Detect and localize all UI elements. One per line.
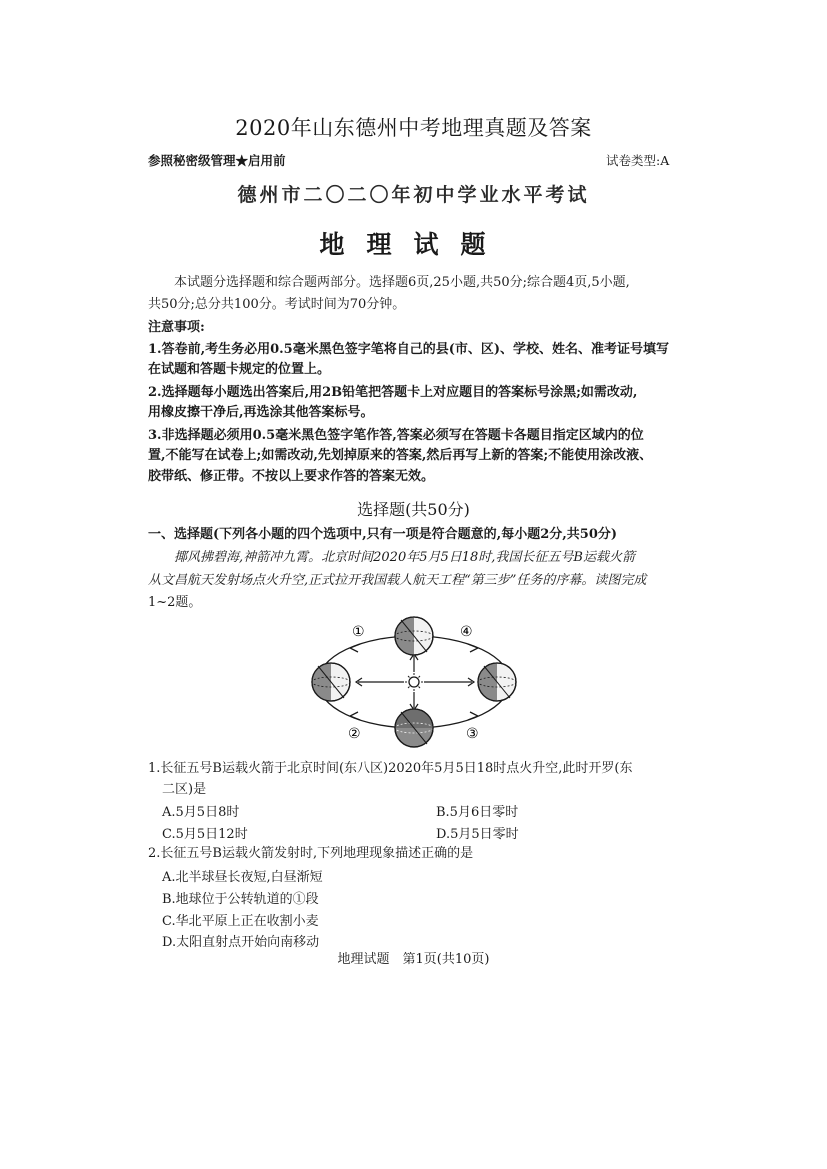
q1-option-c[interactable]: C.5月5日12时 (162, 827, 248, 842)
q2-option-a[interactable]: A.北半球昼长夜短,白昼渐短 (162, 870, 323, 885)
earth-globe-icon (395, 617, 433, 655)
notice-line-7: 胶带纸、修正带。不按以上要求作答的答案无效。 (148, 469, 435, 484)
q2-option-b[interactable]: B.地球位于公转轨道的①段 (162, 892, 319, 907)
notice-line-3: 2.选择题每小题选出答案后,用2B铅笔把答题卡上对应题目的答案标号涂黑;如需改动, (148, 385, 638, 400)
q1-option-b[interactable]: B.5月6日零时 (436, 805, 519, 820)
earth-globe-icon (312, 663, 350, 701)
q2-option-c[interactable]: C.华北平原上正在收割小麦 (162, 914, 319, 929)
intro-line-1: 本试题分选择题和综合题两部分。选择题6页,25小题,共50分;综合题4页,5小题, (174, 275, 630, 290)
sun-icon (405, 673, 423, 691)
notice-line-1: 1.答卷前,考生务必用0.5毫米黑色签字笔将自己的县(市、区)、学校、姓名、准考证号填写 (148, 342, 670, 357)
document-title: 2020年山东德州中考地理真题及答案 (235, 116, 592, 140)
label-segment-2: ② (348, 726, 361, 742)
q2-stem: 2.长征五号B运载火箭发射时,下列地理现象描述正确的是 (148, 846, 474, 861)
q2-option-d[interactable]: D.太阳直射点开始向南移动 (162, 935, 320, 950)
notice-line-4: 用橡皮擦干净后,再选涂其他答案标号。 (148, 405, 374, 420)
label-segment-4: ④ (460, 624, 473, 640)
passage-line-3: 1~2题。 (148, 595, 202, 610)
passage-line-2: 从文昌航天发射场点火升空,正式拉开我国载人航天工程“第三步”任务的序幕。读图完成 (148, 573, 647, 588)
q1-option-a[interactable]: A.5月5日8时 (162, 805, 240, 820)
intro-line-2: 共50分;总分共100分。考试时间为70分钟。 (148, 297, 406, 312)
section-title: 选择题(共50分) (357, 500, 470, 519)
notice-line-5: 3.非选择题必须用0.5毫米黑色签字笔作答,答案必须写在答题卡各题目指定区域内的位 (148, 428, 644, 443)
label-segment-1: ① (352, 624, 365, 640)
exam-name: 德州市二〇二〇年初中学业水平考试 (237, 184, 590, 206)
notice-line-6: 置,不能写在试卷上;如需改动,先划掉原来的答案,然后再写上新的答案;不能使用涂改液、 (148, 448, 653, 463)
confidential-label: 参照秘密级管理★启用前 (148, 153, 286, 168)
earth-orbit-diagram (300, 612, 530, 752)
page-footer: 地理试题 第1页(共10页) (337, 952, 490, 967)
notice-line-2: 在试题和答题卡规定的位置上。 (148, 362, 331, 377)
q1-stem-line-2: 二区)是 (162, 782, 207, 797)
label-segment-3: ③ (466, 726, 479, 742)
earth-globe-icon (395, 709, 433, 747)
q1-option-d[interactable]: D.5月5日零时 (436, 827, 519, 842)
earth-globe-icon (478, 663, 516, 701)
subject-title: 地理试题 (319, 230, 508, 259)
part-heading: 一、选择题(下列各小题的四个选项中,只有一项是符合题意的,每小题2分,共50分) (148, 527, 618, 542)
notice-title: 注意事项: (148, 320, 205, 335)
q1-stem-line-1: 1.长征五号B运载火箭于北京时间(东八区)2020年5月5日18时点火升空,此时开罗(东 (148, 761, 633, 776)
passage-line-1: 揶风拂碧海,神箭冲九霄。北京时间2020年5月5日18时,我国长征五号B运载火箭 (174, 550, 635, 565)
paper-type-label: 试卷类型:A (606, 153, 670, 168)
